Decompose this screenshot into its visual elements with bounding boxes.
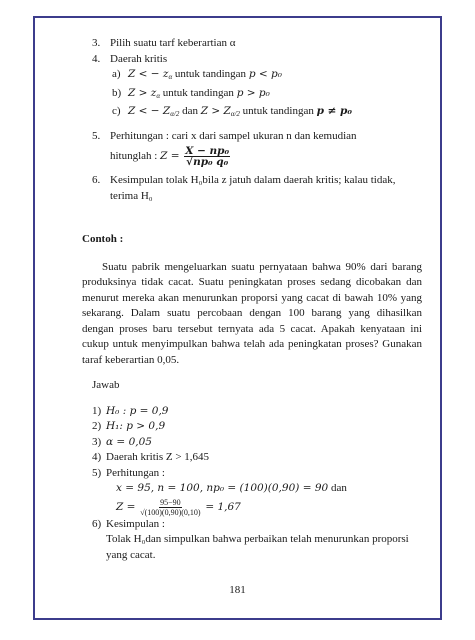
denominator: √(100)(0,90)(0,10) — [140, 507, 201, 517]
content — [82, 36, 422, 204]
math: Z < − Z — [128, 105, 171, 117]
step-text: Daerah kritis — [110, 52, 168, 65]
answer-number: 1) — [92, 404, 102, 417]
math: Z = — [160, 150, 180, 163]
step-text: Kesimpulan tolak H₀bila z jatuh dalam daerah kritis; kalau tidak, — [110, 174, 396, 186]
answer-text: α = 0,05 — [106, 435, 152, 448]
step-number: 4. — [92, 52, 101, 65]
answer-6 — [82, 517, 422, 533]
conclusion — [82, 532, 422, 563]
step-6 — [82, 173, 422, 189]
calc-line-2 — [82, 498, 422, 517]
math: = 1,67 — [205, 500, 241, 513]
answer-1 — [82, 404, 422, 420]
answer-text: Kesimpulan : — [106, 517, 165, 530]
answer-number: 2) — [92, 420, 102, 432]
step-number: 3. — [92, 37, 101, 49]
answer-2 — [82, 419, 422, 435]
answer-3 — [82, 435, 422, 451]
answer-text: Daerah kritis Z > 1,645 — [106, 451, 210, 463]
math: Z < − z — [128, 68, 169, 80]
subscript: α/2 — [170, 110, 180, 118]
text: dan — [328, 482, 347, 494]
math: Z > Z — [200, 105, 231, 117]
step-5 — [82, 129, 422, 145]
sub-label: c) — [112, 105, 121, 117]
math: p < p₀ — [248, 68, 282, 80]
step-text: hitunglah : — [110, 150, 161, 163]
answer-text: H₁: p > 0,9 — [106, 420, 166, 432]
step-5-formula — [82, 146, 422, 167]
example-title: Contoh : — [82, 233, 124, 245]
numerator: 95−90 — [160, 497, 181, 507]
math: Z = — [116, 500, 136, 513]
answer-list — [82, 404, 422, 564]
text: untuk tandingan — [160, 86, 237, 99]
answer-number: 6) — [92, 517, 102, 530]
math: Z > z — [128, 86, 157, 99]
answer-4 — [82, 450, 422, 466]
critical-c — [82, 104, 422, 123]
page-number: 181 — [229, 584, 246, 596]
text: untuk tandingan — [172, 68, 249, 80]
subscript: α — [156, 91, 160, 100]
critical-b — [82, 86, 422, 105]
example — [82, 232, 422, 563]
answer-5 — [82, 466, 422, 482]
answer-text: H₀ : p = 0,9 — [106, 404, 169, 417]
answer-heading: Jawab — [92, 379, 120, 391]
step-text: Pilih suatu tarf keberartian α — [110, 37, 236, 49]
math: p > p₀ — [236, 86, 270, 99]
step-6-cont — [82, 189, 422, 205]
math: p ≠ p₀ — [316, 105, 353, 117]
step-4 — [82, 52, 422, 68]
sub-label: a) — [112, 68, 121, 80]
step-text: Perhitungan : cari x dari sampel ukuran n dan kemudian — [110, 129, 357, 142]
step-number: 5. — [92, 129, 101, 142]
fraction — [140, 498, 200, 517]
text: dan — [179, 105, 201, 117]
answer-text: Perhitungan : — [106, 466, 165, 479]
answer-number: 4) — [92, 451, 102, 463]
numerator: X − np₀ — [185, 145, 230, 157]
example-paragraph: Suatu pabrik mengeluarkan suatu pernyataan bahwa 90% dari barang produksinya tidak cacat. Suatu peningkatan proses sedang dicobakan dan menurut mereka akan menurunkan proporsi yang cacat di bawah 10% yang sekarang. Dalam suatu percobaan dengan 100 barang yang dihasilkan dengan proses baru tersebut ternyata ada 5 cacat. Apakah kenyataan ini cukup untuk menyimpulkan bahwa telah ada peningkatan proses? Gunakan taraf keberartian 0,05. — [82, 260, 422, 366]
calc-line-1 — [82, 481, 422, 497]
math: x = 95, n = 100, np₀ = (100)(0,90) = 90 — [116, 482, 329, 494]
text: untuk tandingan — [239, 105, 317, 117]
denominator: √np₀ q₀ — [186, 156, 229, 168]
subscript: α — [168, 73, 173, 81]
step-text: terima H₀ — [110, 189, 153, 202]
step-number: 6. — [92, 174, 101, 186]
subscript: α/2 — [230, 110, 240, 118]
step-3 — [82, 36, 422, 52]
conclusion-text: Tolak H₀dan simpulkan bahwa perbaikan telah menurunkan proporsi yang cacat. — [106, 533, 409, 561]
critical-a — [82, 67, 422, 86]
fraction — [184, 146, 230, 167]
answer-number: 5) — [92, 466, 102, 479]
sub-label: b) — [112, 86, 122, 99]
answer-number: 3) — [92, 435, 102, 448]
